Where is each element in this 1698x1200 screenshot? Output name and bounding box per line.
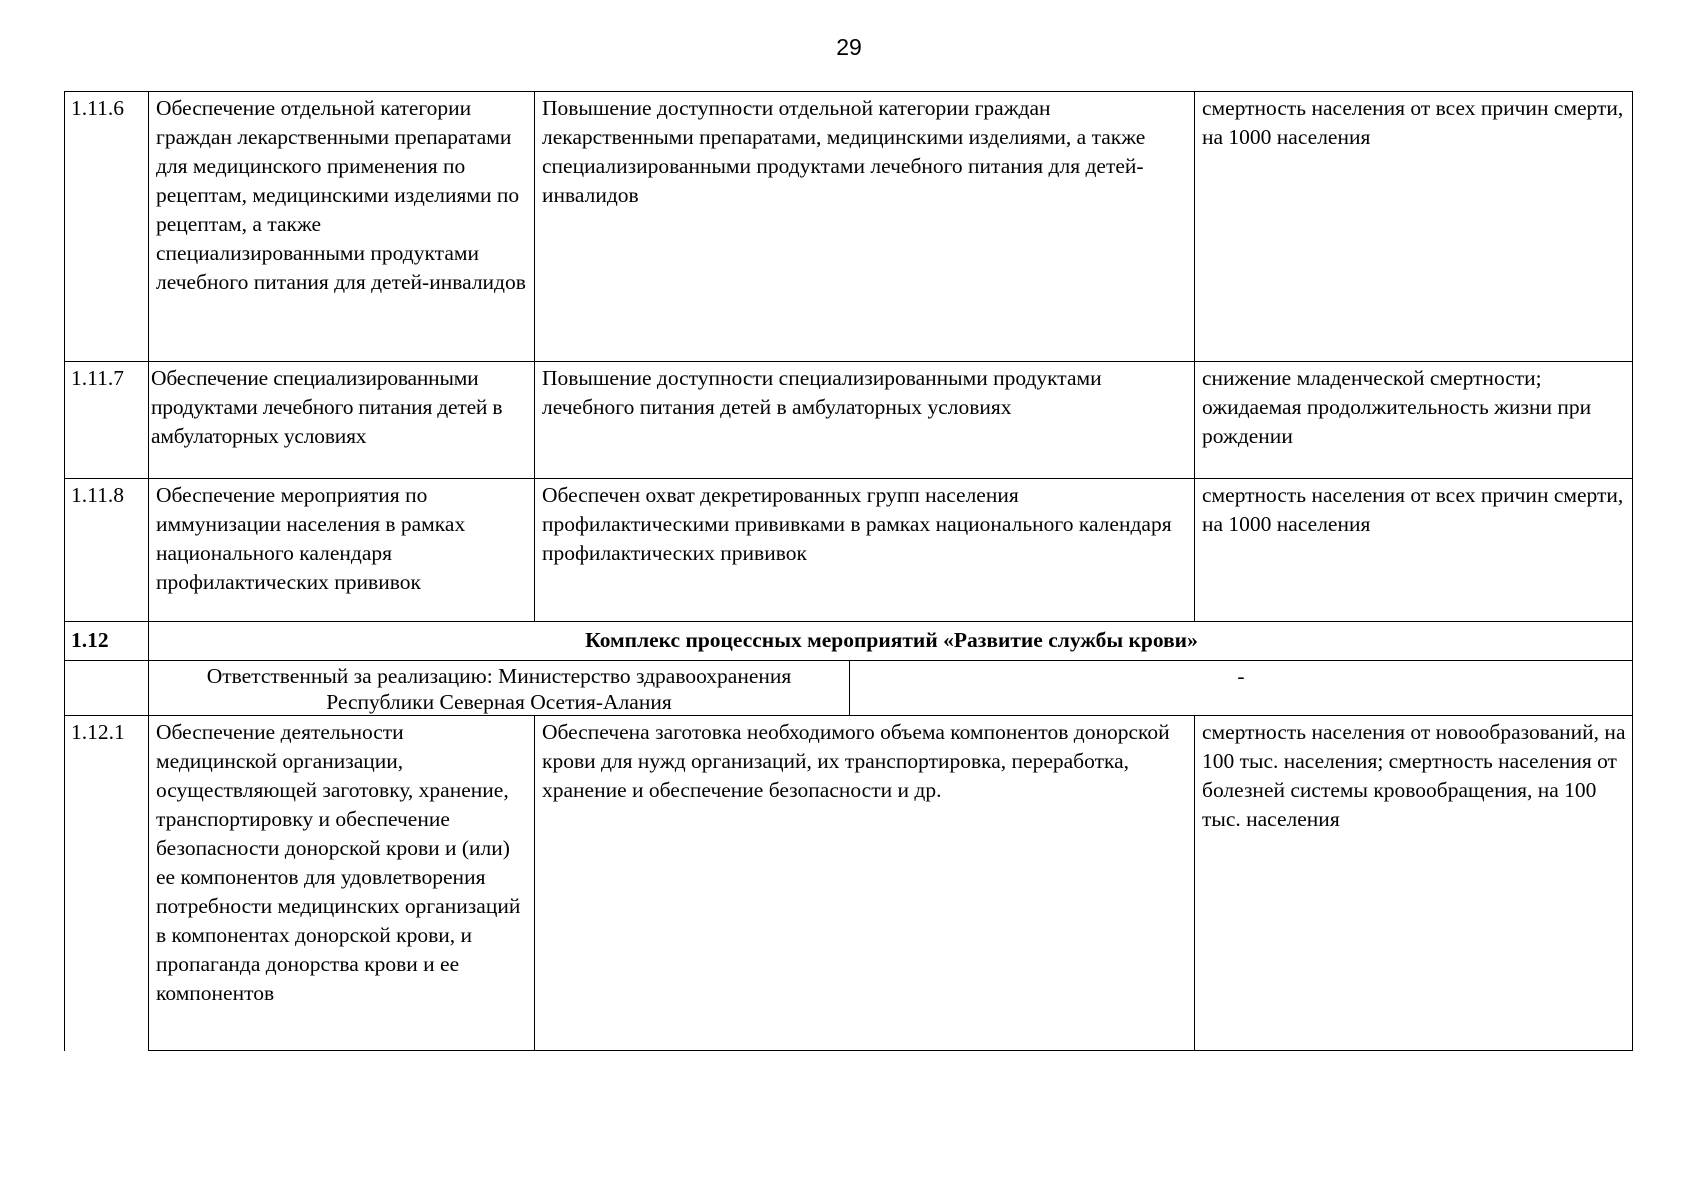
measures-table [64,91,1633,1051]
responsible-value: - [1237,664,1245,688]
task-cell: Обеспечение отдельной категории граждан лекарственными препаратами для медицинского применения по рецептам, медицинскими изделиями по рецептам, а также специализированными продуктами лечебного питания для детей-инвалидов [149,92,535,362]
table-row [65,479,1633,622]
result-cell: Обеспечен охват декретированных групп населения профилактическими прививками в рамках национального календаря профилактических прививок [535,479,1195,622]
row-number: 1.11.8 [65,479,149,622]
responsible-cell [149,661,1633,716]
section-title: Комплекс процессных мероприятий «Развитие службы крови» [149,622,1633,661]
section-number: 1.12 [65,622,149,661]
indicator-cell: смертность населения от новообразований, на 100 тыс. населения; смертность населения от болезней системы кровообращения, на 100 тыс. населения [1195,716,1633,1051]
table-row [65,362,1633,479]
indicator-cell: смертность населения от всех причин смерти, на 1000 населения [1195,92,1633,362]
table-row [65,716,1633,1051]
page-number: 29 [836,34,862,60]
result-cell: Обеспечена заготовка необходимого объема компонентов донорской крови для нужд организаций, их транспортировка, переработка, хранение и обеспечение безопасности и др. [535,716,1195,1051]
result-cell: Повышение доступности специализированными продуктами лечебного питания детей в амбулаторных условиях [535,362,1195,479]
responsible-line-2: Республики Северная Осетия-Алания [326,690,672,714]
indicator-cell: снижение младенческой смертности; ожидаемая продолжительность жизни при рождении [1195,362,1633,479]
result-cell: Повышение доступности отдельной категории граждан лекарственными препаратами, медицинскими изделиями, а также специализированными продуктами лечебного питания для детей-инвалидов [535,92,1195,362]
row-number: 1.11.6 [65,92,149,362]
indicator-cell: смертность населения от всех причин смерти, на 1000 населения [1195,479,1633,622]
row-number: 1.12.1 [65,716,149,1051]
responsible-label [149,661,850,715]
task-cell: Обеспечение мероприятия по иммунизации населения в рамках национального календаря профилактических прививок [149,479,535,622]
table-row [65,92,1633,362]
responsible-line-1: Ответственный за реализацию: Министерство здравоохранения [206,664,792,688]
row-number: 1.11.7 [65,362,149,479]
task-cell: Обеспечение специализированными продуктами лечебного питания детей в амбулаторных условиях [149,362,535,479]
responsible-row [65,661,1633,716]
task-cell: Обеспечение деятельности медицинской организации, осуществляющей заготовку, хранение, транспортировку и обеспечение безопасности донорской крови и (или) ее компонентов для удовлетворения потребности медицинских организаций в компонентах донорской крови, и пропаганда донорства крови и ее компонентов [149,716,535,1051]
empty-cell [65,661,149,716]
section-header-row [65,622,1633,661]
